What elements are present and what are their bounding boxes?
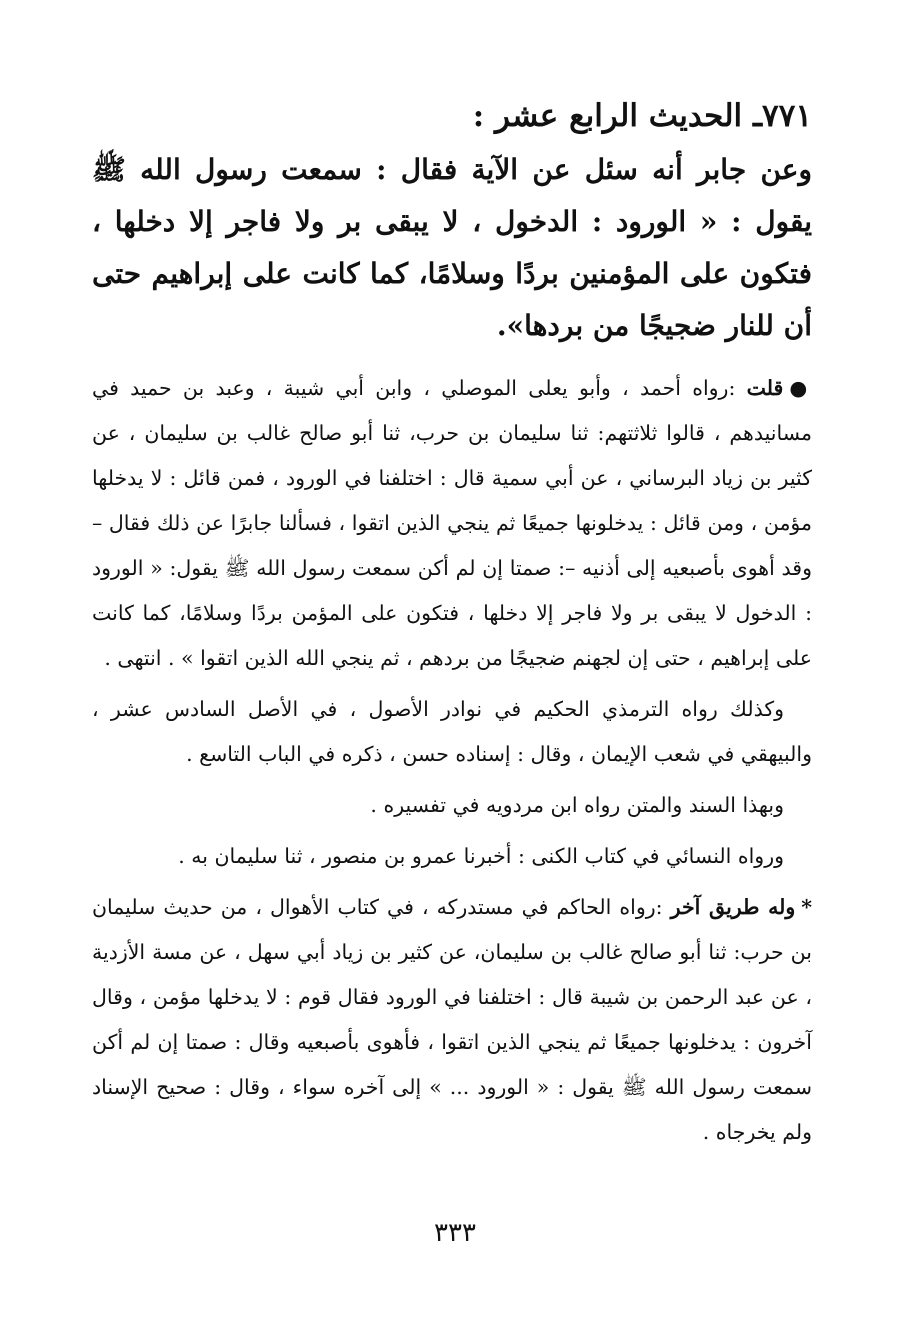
paragraph-text: :رواه الحاكم في مستدركه ، في كتاب الأهوال ، من حديث سليمان بن حرب: ثنا أبو صالح غالب بن سليمان، عن كثير بن زياد أبي سهل ، عن مسة الأزدية ، عن عبد الرحمن بن شيبة قال : اختلفنا في الورود فقال قوم : لا يدخلها مؤمن ، وقال آخرون : يدخلونها جميعًا ثم ينجي الذين اتقوا ، فأهوى بأصبعيه وقال : صمتا إن لم أكن سمعت رسول الله ﷺ يقول : « الورود ... » إلى آخره سواء ، وقال : صحيح الإسناد ولم يخرجاه . <box>92 895 812 1144</box>
commentary-paragraph-1 <box>92 366 812 681</box>
hadith-text: وعن جابر أنه سئل عن الآية فقال : سمعت رسول الله ﷺ يقول : « الورود : الدخول ، لا يبقى بر ولا فاجر إلا دخلها ، فتكون على المؤمنين بردًا وسلامًا، كما كانت على إبراهيم حتى أن للنار ضجيجًا من بردها». <box>92 153 812 342</box>
paragraph-lead: وله طريق آخر <box>670 895 796 919</box>
page-number: ٣٣٣ <box>434 1218 476 1248</box>
paragraph-lead: قلت <box>746 376 784 400</box>
hadith-heading: ٧٧١ـ الحديث الرابع عشر : <box>472 98 812 134</box>
commentary-paragraph-5 <box>92 885 812 1155</box>
commentary-paragraph-3: وبهذا السند والمتن رواه ابن مردويه في تفسيره . <box>370 793 784 817</box>
paragraph-text: :رواه أحمد ، وأبو يعلى الموصلي ، وابن أبي شيبة ، وعبد بن حميد في مسانيدهم ، قالوا ثلاثتهم: ثنا سليمان بن حرب، ثنا أبو صالح غالب بن سليمان ، عن كثير بن زياد البرساني ، عن أبي سمية قال : اختلفنا في الورود ، فمن قائل : لا يدخلها مؤمن ، ومن قائل : يدخلونها جميعًا ثم ينجي الذين اتقوا ، فسألنا جابرًا عن ذلك فقال – وقد أهوى بأصبعيه إلى أذنيه –: صمتا إن لم أكن سمعت رسول الله ﷺ يقول: « الورود : الدخول لا يبقى بر ولا فاجر إلا دخلها ، فتكون على المؤمن بردًا وسلامًا، كما كانت على إبراهيم ، حتى إن لجهنم ضجيجًا من بردهم ، ثم ينجي الله الذين اتقوا » . انتهى . <box>92 376 812 670</box>
asterisk-marker: * <box>801 895 812 919</box>
bullet-marker: ● <box>789 376 812 400</box>
commentary-paragraph-4: ورواه النسائي في كتاب الكنى : أخبرنا عمرو بن منصور ، ثنا سليمان به . <box>178 844 784 868</box>
commentary-paragraph-2: وكذلك رواه الترمذي الحكيم في نوادر الأصول ، في الأصل السادس عشر ، والبيهقي في شعب الإيمان ، وقال : إسناده حسن ، ذكره في الباب التاسع . <box>92 697 812 766</box>
